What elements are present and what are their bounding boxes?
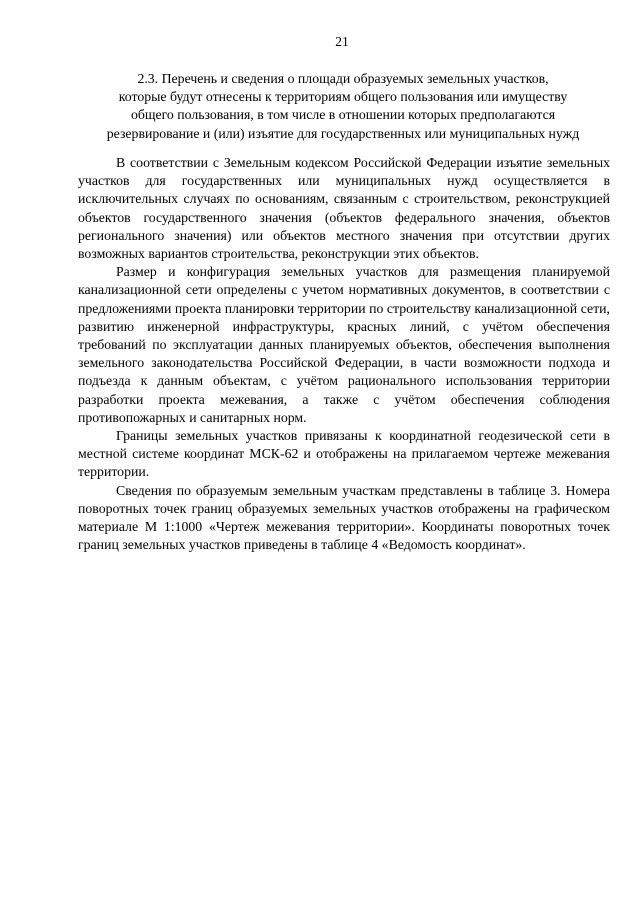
page-number: 21 [335, 34, 349, 49]
paragraph-table-references: Сведения по образуемым земельным участкам представлены в таблице 3. Номера поворотных точек границ образуемых земельных участков отображены на графическом материале М 1:1000 «Чертеж межевания территории». Координаты поворотных точек границ земельных участков приведены в таблице 4 «Ведомость координат». [78, 482, 610, 553]
heading-line: которые будут отнесены к территориям общего пользования или имуществу [118, 89, 568, 105]
paragraph-land-plot-configuration: Размер и конфигурация земельных участков для размещения планируемой канализационной сети определены с учетом нормативных документов, в соответствии с предложениями проекта планировки территории по строительству канализационной сети, развитию инженерной инфраструктуры, красных линий, с учётом обеспечения требований по эксплуатации данных планируемых объектов, обеспечения выполнения земельного законодательства Российской Федерации, в части возможности подхода и подъезда к данным объектам, с учётом рационального использования территории разработки проекта межевания, а также с учётом обеспечения соблюдения противопожарных и санитарных норм. [78, 264, 610, 425]
heading-line: общего пользования, в том числе в отношении которых предполагаются [130, 107, 556, 123]
heading-line: резервирование и (или) изъятие для государственных или муниципальных нужд [106, 125, 580, 141]
heading-line: 2.3. Перечень и сведения о площади образуемых земельных участков, [137, 71, 549, 86]
paragraph-coordinate-system: Границы земельных участков привязаны к координатной геодезической сети в местной системе координат МСК-62 и отображены на прилагаемом чертеже межевания территории. [78, 428, 610, 480]
paragraph-land-seizure: В соответствии с Земельным кодексом Российской Федерации изъятие земельных участков для государственных или муниципальных нужд осуществляется в исключительных случаях по основаниям, связанным с строительством, реконструкцией объектов государственного значения (объектов федерального значения, объектов регионального значения) или объектов местного значения при отсутствии других возможных вариантов строительства, реконструкции этих объектов. [78, 155, 610, 262]
body-text [78, 154, 610, 554]
section-heading [78, 70, 608, 143]
